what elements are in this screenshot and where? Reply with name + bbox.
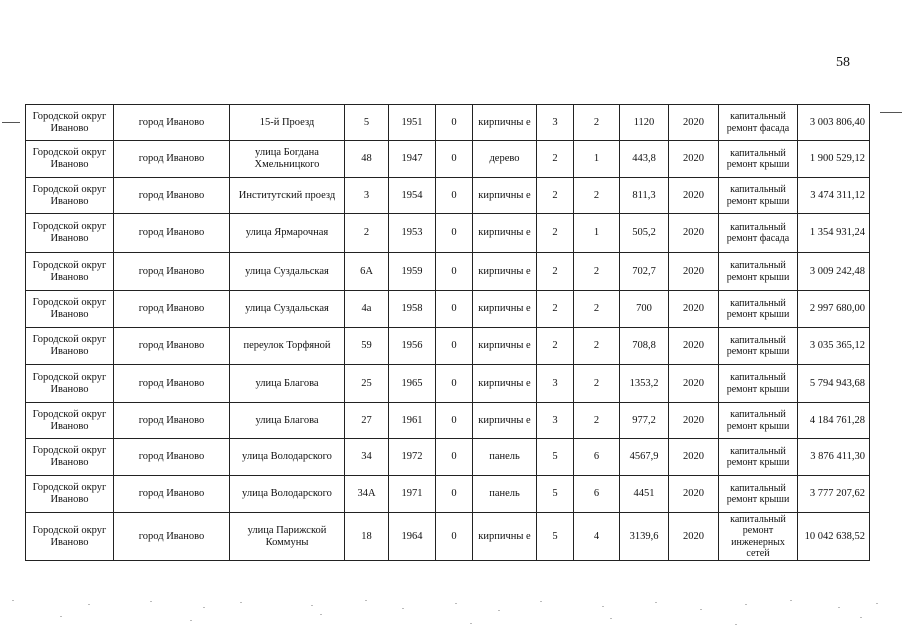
street-cell: улица Суздальская — [230, 253, 345, 291]
plan-year-cell: 2020 — [669, 291, 719, 328]
city-cell: город Иваново — [114, 291, 230, 328]
wall-material-cell: кирпичны е — [473, 513, 537, 561]
plan-year-cell: 2020 — [669, 403, 719, 439]
city-cell: город Иваново — [114, 178, 230, 214]
table-row — [26, 105, 870, 141]
district-cell: Городской округ Иваново — [26, 105, 114, 141]
floors-cell: 5 — [537, 513, 574, 561]
table-row — [26, 513, 870, 561]
wall-material-cell: кирпичны е — [473, 253, 537, 291]
scan-speck — [455, 603, 457, 604]
plan-year-cell: 2020 — [669, 178, 719, 214]
zero-value-cell: 0 — [436, 214, 473, 253]
cost-cell: 3 003 806,40 — [798, 105, 870, 141]
scan-speck — [203, 607, 205, 608]
house-number-cell: 5 — [345, 105, 389, 141]
wall-material-cell: панель — [473, 439, 537, 476]
scan-speck — [700, 609, 702, 610]
entrances-cell: 6 — [574, 439, 620, 476]
work-type-cell: капитальный ремонт крыши — [719, 291, 798, 328]
scan-speck — [540, 601, 542, 602]
floors-cell: 3 — [537, 105, 574, 141]
cost-cell: 1 354 931,24 — [798, 214, 870, 253]
plan-year-cell: 2020 — [669, 214, 719, 253]
entrances-cell: 6 — [574, 476, 620, 513]
house-number-cell: 2 — [345, 214, 389, 253]
city-cell: город Иваново — [114, 105, 230, 141]
scan-speck — [876, 603, 878, 604]
city-cell: город Иваново — [114, 141, 230, 178]
house-number-cell: 4а — [345, 291, 389, 328]
scan-speck — [12, 600, 14, 601]
zero-value-cell: 0 — [436, 403, 473, 439]
cost-cell: 10 042 638,52 — [798, 513, 870, 561]
area-cell: 3139,6 — [620, 513, 669, 561]
work-type-cell: капитальный ремонт фасада — [719, 214, 798, 253]
house-number-cell: 25 — [345, 365, 389, 403]
build-year-cell: 1959 — [389, 253, 436, 291]
table-row — [26, 141, 870, 178]
scan-speck — [240, 602, 242, 603]
left-margin-mark — [2, 122, 20, 123]
city-cell: город Иваново — [114, 403, 230, 439]
cost-cell: 3 009 242,48 — [798, 253, 870, 291]
district-cell: Городской округ Иваново — [26, 476, 114, 513]
cost-cell: 4 184 761,28 — [798, 403, 870, 439]
city-cell: город Иваново — [114, 214, 230, 253]
table-row — [26, 403, 870, 439]
floors-cell: 2 — [537, 328, 574, 365]
scan-noise — [0, 598, 905, 638]
cost-cell: 3 035 365,12 — [798, 328, 870, 365]
street-cell: улица Богдана Хмельницкого — [230, 141, 345, 178]
registry-table — [25, 104, 870, 561]
entrances-cell: 2 — [574, 365, 620, 403]
area-cell: 702,7 — [620, 253, 669, 291]
district-cell: Городской округ Иваново — [26, 328, 114, 365]
plan-year-cell: 2020 — [669, 253, 719, 291]
city-cell: город Иваново — [114, 253, 230, 291]
street-cell: переулок Торфяной — [230, 328, 345, 365]
zero-value-cell: 0 — [436, 105, 473, 141]
scan-speck — [88, 604, 90, 605]
wall-material-cell: кирпичны е — [473, 403, 537, 439]
city-cell: город Иваново — [114, 328, 230, 365]
street-cell: улица Благова — [230, 403, 345, 439]
scan-speck — [610, 618, 612, 619]
plan-year-cell: 2020 — [669, 141, 719, 178]
scan-speck — [602, 606, 604, 607]
wall-material-cell: кирпичны е — [473, 365, 537, 403]
scan-speck — [365, 600, 367, 601]
build-year-cell: 1947 — [389, 141, 436, 178]
area-cell: 505,2 — [620, 214, 669, 253]
zero-value-cell: 0 — [436, 476, 473, 513]
plan-year-cell: 2020 — [669, 439, 719, 476]
district-cell: Городской округ Иваново — [26, 214, 114, 253]
wall-material-cell: кирпичны е — [473, 178, 537, 214]
zero-value-cell: 0 — [436, 178, 473, 214]
scan-speck — [745, 604, 747, 605]
zero-value-cell: 0 — [436, 328, 473, 365]
district-cell: Городской округ Иваново — [26, 291, 114, 328]
city-cell: город Иваново — [114, 365, 230, 403]
scan-speck — [860, 617, 862, 618]
entrances-cell: 2 — [574, 178, 620, 214]
wall-material-cell: кирпичны е — [473, 291, 537, 328]
wall-material-cell: кирпичны е — [473, 214, 537, 253]
district-cell: Городской округ Иваново — [26, 513, 114, 561]
build-year-cell: 1964 — [389, 513, 436, 561]
city-cell: город Иваново — [114, 476, 230, 513]
build-year-cell: 1961 — [389, 403, 436, 439]
district-cell: Городской округ Иваново — [26, 439, 114, 476]
plan-year-cell: 2020 — [669, 476, 719, 513]
work-type-cell: капитальный ремонт фасада — [719, 105, 798, 141]
entrances-cell: 2 — [574, 403, 620, 439]
scan-speck — [790, 600, 792, 601]
area-cell: 811,3 — [620, 178, 669, 214]
cost-cell: 3 777 207,62 — [798, 476, 870, 513]
page-number: 58 — [836, 55, 850, 70]
scan-speck — [838, 607, 840, 608]
plan-year-cell: 2020 — [669, 513, 719, 561]
zero-value-cell: 0 — [436, 513, 473, 561]
entrances-cell: 1 — [574, 214, 620, 253]
build-year-cell: 1954 — [389, 178, 436, 214]
work-type-cell: капитальный ремонт крыши — [719, 141, 798, 178]
build-year-cell: 1972 — [389, 439, 436, 476]
scan-speck — [735, 624, 737, 625]
entrances-cell: 1 — [574, 141, 620, 178]
table-row — [26, 439, 870, 476]
floors-cell: 2 — [537, 178, 574, 214]
wall-material-cell: панель — [473, 476, 537, 513]
cost-cell: 1 900 529,12 — [798, 141, 870, 178]
scan-speck — [402, 608, 404, 609]
wall-material-cell: кирпичны е — [473, 328, 537, 365]
work-type-cell: капитальный ремонт крыши — [719, 328, 798, 365]
build-year-cell: 1953 — [389, 214, 436, 253]
district-cell: Городской округ Иваново — [26, 178, 114, 214]
house-number-cell: 34 — [345, 439, 389, 476]
table-row — [26, 214, 870, 253]
build-year-cell: 1958 — [389, 291, 436, 328]
table-row — [26, 291, 870, 328]
plan-year-cell: 2020 — [669, 105, 719, 141]
work-type-cell: капитальный ремонт крыши — [719, 365, 798, 403]
city-cell: город Иваново — [114, 513, 230, 561]
cost-cell: 3 474 311,12 — [798, 178, 870, 214]
house-number-cell: 48 — [345, 141, 389, 178]
work-type-cell: капитальный ремонт крыши — [719, 403, 798, 439]
build-year-cell: 1951 — [389, 105, 436, 141]
floors-cell: 3 — [537, 365, 574, 403]
zero-value-cell: 0 — [436, 253, 473, 291]
street-cell: улица Суздальская — [230, 291, 345, 328]
table-row — [26, 365, 870, 403]
house-number-cell: 59 — [345, 328, 389, 365]
right-margin-mark — [880, 112, 902, 113]
scan-speck — [190, 620, 192, 621]
street-cell: улица Володарского — [230, 476, 345, 513]
table-row — [26, 328, 870, 365]
area-cell: 700 — [620, 291, 669, 328]
house-number-cell: 3 — [345, 178, 389, 214]
floors-cell: 2 — [537, 291, 574, 328]
table-row — [26, 178, 870, 214]
area-cell: 4567,9 — [620, 439, 669, 476]
zero-value-cell: 0 — [436, 365, 473, 403]
floors-cell: 2 — [537, 253, 574, 291]
work-type-cell: капитальный ремонт крыши — [719, 178, 798, 214]
scan-speck — [470, 623, 472, 624]
zero-value-cell: 0 — [436, 439, 473, 476]
street-cell: улица Благова — [230, 365, 345, 403]
scan-speck — [150, 601, 152, 602]
house-number-cell: 27 — [345, 403, 389, 439]
area-cell: 443,8 — [620, 141, 669, 178]
floors-cell: 5 — [537, 476, 574, 513]
entrances-cell: 2 — [574, 291, 620, 328]
street-cell: улица Володарского — [230, 439, 345, 476]
street-cell: Институтский проезд — [230, 178, 345, 214]
scan-speck — [655, 602, 657, 603]
entrances-cell: 2 — [574, 253, 620, 291]
scan-speck — [311, 605, 313, 606]
floors-cell: 3 — [537, 403, 574, 439]
area-cell: 708,8 — [620, 328, 669, 365]
house-number-cell: 34А — [345, 476, 389, 513]
work-type-cell: капитальный ремонт крыши — [719, 253, 798, 291]
area-cell: 977,2 — [620, 403, 669, 439]
work-type-cell: капитальный ремонт крыши — [719, 439, 798, 476]
wall-material-cell: дерево — [473, 141, 537, 178]
street-cell: улица Ярмарочная — [230, 214, 345, 253]
area-cell: 1353,2 — [620, 365, 669, 403]
scan-speck — [498, 610, 500, 611]
build-year-cell: 1971 — [389, 476, 436, 513]
area-cell: 1120 — [620, 105, 669, 141]
street-cell: улица Парижской Коммуны — [230, 513, 345, 561]
district-cell: Городской округ Иваново — [26, 403, 114, 439]
district-cell: Городской округ Иваново — [26, 365, 114, 403]
area-cell: 4451 — [620, 476, 669, 513]
cost-cell: 5 794 943,68 — [798, 365, 870, 403]
scan-speck — [60, 616, 62, 617]
house-number-cell: 18 — [345, 513, 389, 561]
entrances-cell: 4 — [574, 513, 620, 561]
street-cell: 15-й Проезд — [230, 105, 345, 141]
district-cell: Городской округ Иваново — [26, 253, 114, 291]
floors-cell: 5 — [537, 439, 574, 476]
wall-material-cell: кирпичны е — [473, 105, 537, 141]
house-number-cell: 6А — [345, 253, 389, 291]
floors-cell: 2 — [537, 141, 574, 178]
table-row — [26, 253, 870, 291]
work-type-cell: капитальный ремонт крыши — [719, 476, 798, 513]
district-cell: Городской округ Иваново — [26, 141, 114, 178]
plan-year-cell: 2020 — [669, 328, 719, 365]
cost-cell: 3 876 411,30 — [798, 439, 870, 476]
table-row — [26, 476, 870, 513]
registry-table-body — [26, 105, 870, 561]
work-type-cell: капитальный ремонт инженерных сетей — [719, 513, 798, 561]
entrances-cell: 2 — [574, 328, 620, 365]
zero-value-cell: 0 — [436, 291, 473, 328]
floors-cell: 2 — [537, 214, 574, 253]
build-year-cell: 1956 — [389, 328, 436, 365]
plan-year-cell: 2020 — [669, 365, 719, 403]
city-cell: город Иваново — [114, 439, 230, 476]
zero-value-cell: 0 — [436, 141, 473, 178]
cost-cell: 2 997 680,00 — [798, 291, 870, 328]
scan-speck — [320, 614, 322, 615]
entrances-cell: 2 — [574, 105, 620, 141]
build-year-cell: 1965 — [389, 365, 436, 403]
